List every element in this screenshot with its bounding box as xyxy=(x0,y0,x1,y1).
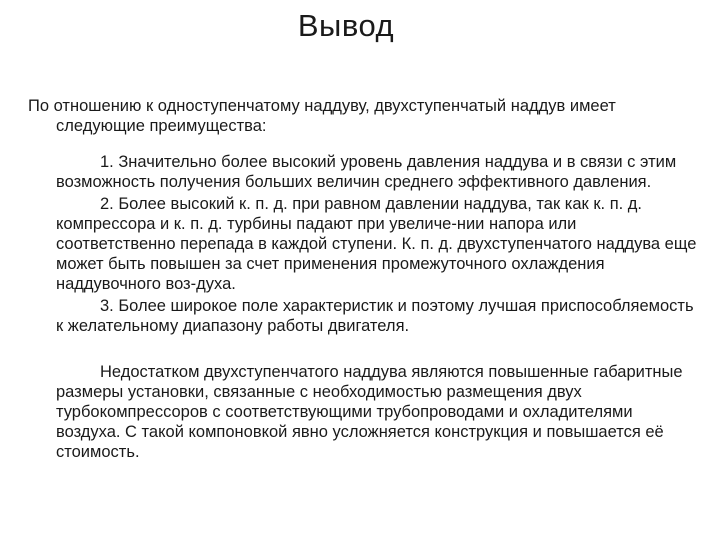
slide-body xyxy=(28,96,700,462)
advantages-list xyxy=(28,152,700,336)
slide-title: Вывод xyxy=(297,8,395,43)
advantage-item-2: 2. Более высокий к. п. д. при равном давлении наддува, так как к. п. д. компрессора и к. п. д. турбины падают при увеличе-нии напора или соответственно перепада в каждой ступени. К. п. д. двухступенчатого наддува еще может быть повышен за счет применения промежуточного охлаждения наддувочного воз-духа. xyxy=(56,195,697,293)
intro-paragraph: По отношению к одноступенчатому наддуву, двухступенчатый наддув имеет следующие преимущества: xyxy=(28,97,616,135)
drawback-paragraph: Недостатком двухступенчатого наддува являются повышенные габаритные размеры установки, связанные с необходимостью размещения двух турбокомпрессоров с соответствующими трубопроводами и охладителями воздуха. С такой компоновкой явно усложняется конструкция и повышается её стоимость. xyxy=(56,363,683,461)
advantage-item-1: 1. Значительно более высокий уровень давления наддува и в связи с этим возможность получения больших величин среднего эффективного давления. xyxy=(56,153,677,191)
advantage-item-3: 3. Более широкое поле характеристик и поэтому лучшая приспособляемость к желательному диапазону работы двигателя. xyxy=(56,297,694,335)
